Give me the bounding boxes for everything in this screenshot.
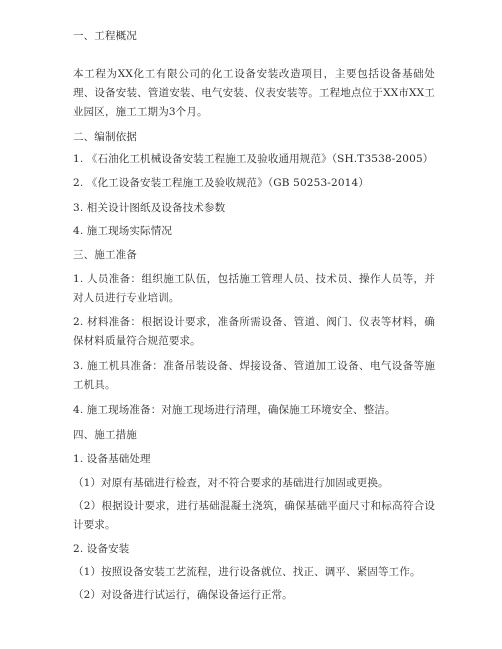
prep-item: 2. 材料准备：根据设计要求，准备所需设备、管道、阀门、仪表等材料，确保材料质量符合规范要求。 [73,316,435,347]
section-heading-basis: 二、编制依据 [73,131,137,143]
basis-item: 1. 《石油化工机械设备安装工程施工及验收通用规范》（SH.T3538-2005） [73,153,434,165]
measure-item: （1）按照设备安装工艺流程，进行设备就位、找正、调平、紧固等工作。 [73,566,421,578]
prep-item: 4. 施工现场准备：对施工现场进行清理，确保施工环境安全、整洁。 [73,404,396,416]
prep-item: 3. 施工机具准备：准备吊装设备、焊接设备、管道加工设备、电气设备等施工机具。 [73,360,435,391]
subsection-heading: 1. 设备基础处理 [73,453,151,465]
measure-item: （2）对设备进行试运行，确保设备运行正常。 [73,589,293,601]
measure-item: （1）对原有基础进行检查，对不符合要求的基础进行加固或更换。 [73,477,389,489]
section-heading-measures: 四、施工措施 [73,429,137,441]
basis-item: 4. 施工现场实际情况 [73,225,173,237]
basis-item: 2. 《化工设备安装工程施工及验收规范》（GB 50253-2014） [73,177,369,189]
prep-item: 1. 人员准备：组织施工队伍，包括施工管理人员、技术员、操作人员等，并对人员进行专业培训。 [73,273,435,304]
section-heading-prep: 三、施工准备 [73,249,137,261]
measure-item: （2）根据设计要求，进行基础混凝土浇筑，确保基础平面尺寸和标高符合设计要求。 [73,500,435,531]
subsection-heading: 2. 设备安装 [73,543,130,555]
basis-item: 3. 相关设计图纸及设备技术参数 [73,202,226,214]
overview-paragraph: 本工程为XX化工有限公司的化工设备安装改造项目，主要包括设备基础处理、设备安装、管道安装、电气安装、仪表安装等。工程地点位于XX市XX工业园区，施工工期为3个月。 [73,68,435,118]
section-heading-overview: 一、工程概况 [73,30,137,42]
